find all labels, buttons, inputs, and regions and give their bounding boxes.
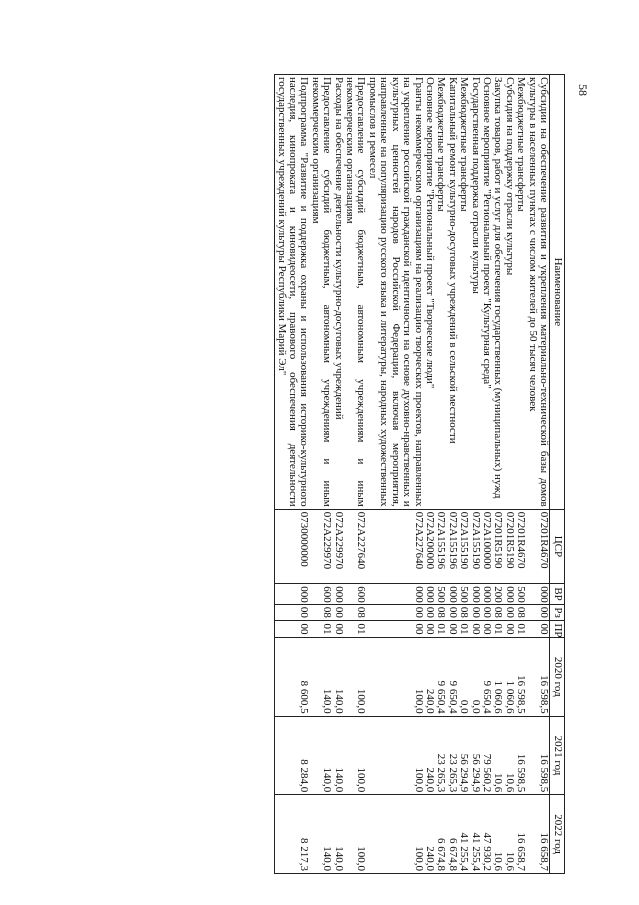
- cell-pr: 00: [481, 621, 492, 638]
- cell-2021: 16 598,5: [526, 716, 549, 795]
- cell-2021: 100,0: [344, 716, 367, 795]
- cell-rz: 08: [309, 604, 332, 621]
- cell-vr: 000: [526, 584, 549, 605]
- cell-vr: 500: [458, 584, 469, 605]
- header-pr: ПР: [550, 621, 565, 638]
- cell-pr: 00: [446, 621, 457, 638]
- cell-pr: 01: [458, 621, 469, 638]
- cell-name: Межбюджетные трансферты: [435, 75, 446, 510]
- header-rz: Рз: [550, 604, 565, 621]
- cell-rz: 00: [275, 604, 310, 621]
- cell-vr: 000: [424, 584, 435, 605]
- cell-pr: 01: [492, 621, 503, 638]
- cell-2021: 140,0: [332, 716, 343, 795]
- cell-pr: 00: [332, 621, 343, 638]
- table-row: [515, 75, 526, 874]
- cell-pr: 01: [515, 621, 526, 638]
- cell-2022: 10,6: [492, 795, 503, 874]
- cell-2020: 16 598,5: [515, 637, 526, 716]
- cell-2022: 6 674,8: [435, 795, 446, 874]
- cell-pr: 01: [344, 621, 367, 638]
- cell-name: Подпрограмма "Развитие и поддержка охраны и использования историко-культурного наследия, кинопроката и киновидеосети, правового обеспечения деятельности государственных учреждений культуры Республики Марий Эл": [275, 75, 310, 510]
- cell-2020: 9 650,4: [481, 637, 492, 716]
- cell-2022: 10,6: [503, 795, 514, 874]
- cell-2020: 100,0: [344, 637, 367, 716]
- cell-2021: 23 265,3: [446, 716, 457, 795]
- table-row: [367, 75, 424, 874]
- cell-vr: 000: [446, 584, 457, 605]
- table-row: [275, 75, 310, 874]
- cell-name: Предоставление субсидий бюджетным, автономным учреждениям и иным некоммерческим организациям: [309, 75, 332, 510]
- cell-name: Межбюджетные трансферты: [458, 75, 469, 510]
- table-row: [309, 75, 332, 874]
- cell-rz: 00: [503, 604, 514, 621]
- cell-2022: 140,0: [309, 795, 332, 874]
- cell-2021: 100,0: [367, 716, 424, 795]
- cell-vr: 600: [309, 584, 332, 605]
- cell-rz: 08: [515, 604, 526, 621]
- cell-csr: 072A155190: [458, 509, 469, 584]
- cell-2020: 0,0: [458, 637, 469, 716]
- cell-rz: 00: [367, 604, 424, 621]
- cell-2021: 10,6: [503, 716, 514, 795]
- cell-vr: 500: [435, 584, 446, 605]
- cell-rz: 00: [332, 604, 343, 621]
- cell-2022: 16 658,7: [526, 795, 549, 874]
- cell-2020: 240,0: [424, 637, 435, 716]
- cell-2021: 16 598,5: [515, 716, 526, 795]
- cell-2021: 8 284,0: [275, 716, 310, 795]
- table-header-row: [550, 75, 565, 874]
- cell-2020: 9 650,4: [446, 637, 457, 716]
- cell-2022: 100,0: [344, 795, 367, 874]
- cell-pr: 00: [503, 621, 514, 638]
- cell-rz: 00: [481, 604, 492, 621]
- header-2021: 2021 год: [550, 716, 565, 795]
- cell-name: Межбюджетные трансферты: [515, 75, 526, 510]
- cell-vr: 000: [367, 584, 424, 605]
- cell-2022: 240,0: [424, 795, 435, 874]
- cell-2020: 0,0: [469, 637, 480, 716]
- cell-csr: 072A100000: [481, 509, 492, 584]
- cell-csr: 072A227640: [367, 509, 424, 584]
- cell-2021: 79 560,2: [481, 716, 492, 795]
- cell-2020: 100,0: [367, 637, 424, 716]
- table-row: [435, 75, 446, 874]
- cell-name: Основное мероприятие "Региональный проект "Творческие люди": [424, 75, 435, 510]
- cell-2020: 8 600,5: [275, 637, 310, 716]
- cell-2022: 140,0: [332, 795, 343, 874]
- cell-2021: 56 294,9: [458, 716, 469, 795]
- cell-csr: 072A155190: [469, 509, 480, 584]
- cell-rz: 00: [526, 604, 549, 621]
- cell-pr: 00: [526, 621, 549, 638]
- budget-table: [274, 74, 565, 874]
- cell-2020: 140,0: [309, 637, 332, 716]
- cell-name: Основное мероприятие "Региональный проект "Культурная среда": [481, 75, 492, 510]
- cell-2021: 56 294,9: [469, 716, 480, 795]
- cell-2022: 100,0: [367, 795, 424, 874]
- table-row: [344, 75, 367, 874]
- cell-vr: 500: [515, 584, 526, 605]
- cell-csr: 072A229970: [309, 509, 332, 584]
- cell-vr: 000: [332, 584, 343, 605]
- cell-2020: 140,0: [332, 637, 343, 716]
- cell-rz: 00: [446, 604, 457, 621]
- cell-2021: 140,0: [309, 716, 332, 795]
- cell-vr: 200: [492, 584, 503, 605]
- cell-vr: 000: [469, 584, 480, 605]
- cell-vr: 000: [275, 584, 310, 605]
- table-row: [469, 75, 480, 874]
- cell-rz: 08: [458, 604, 469, 621]
- header-2022: 2022 год: [550, 795, 565, 874]
- cell-csr: 072A200000: [424, 509, 435, 584]
- cell-csr: 072A155196: [446, 509, 457, 584]
- cell-name: Расходы на обеспечение деятельности культурно-досуговых учреждений: [332, 75, 343, 510]
- cell-2022: 6 674,8: [446, 795, 457, 874]
- table-row: [446, 75, 457, 874]
- cell-csr: 0730000000: [275, 509, 310, 584]
- cell-2020: 16 598,5: [526, 637, 549, 716]
- cell-2021: 10,6: [492, 716, 503, 795]
- cell-2021: 240,0: [424, 716, 435, 795]
- table-row: [424, 75, 435, 874]
- cell-csr: 07201R4670: [515, 509, 526, 584]
- page-number: 58: [576, 84, 590, 96]
- cell-name: Субсидия на поддержку отрасли культуры: [503, 75, 514, 510]
- cell-csr: 07201R5190: [492, 509, 503, 584]
- table-row: [458, 75, 469, 874]
- cell-pr: 00: [424, 621, 435, 638]
- cell-rz: 08: [435, 604, 446, 621]
- cell-vr: 000: [481, 584, 492, 605]
- cell-2022: 47 930,2: [481, 795, 492, 874]
- header-vr: ВР: [550, 584, 565, 605]
- cell-pr: 00: [367, 621, 424, 638]
- cell-2020: 1 060,6: [492, 637, 503, 716]
- cell-pr: 01: [309, 621, 332, 638]
- cell-csr: 07201R4670: [526, 509, 549, 584]
- cell-name: Предоставление субсидий бюджетным, автономным учреждениям и иным некоммерческим организациям: [344, 75, 367, 510]
- cell-rz: 00: [469, 604, 480, 621]
- cell-2021: 23 265,3: [435, 716, 446, 795]
- cell-name: Капитальный ремонт культурно-досуговых учреждений в сельской местности: [446, 75, 457, 510]
- header-name: Наименование: [550, 75, 565, 510]
- header-csr: ЦСР: [550, 509, 565, 584]
- cell-name: Субсидии на обеспечение развития и укрепления материально-технической базы домов культуры в населенных пунктах с числом жителей до 50 тысяч человек: [526, 75, 549, 510]
- cell-2022: 8 217,3: [275, 795, 310, 874]
- cell-2020: 9 650,4: [435, 637, 446, 716]
- table-row: [526, 75, 549, 874]
- table-row: [503, 75, 514, 874]
- table-row: [492, 75, 503, 874]
- cell-rz: 08: [344, 604, 367, 621]
- cell-pr: 00: [275, 621, 310, 638]
- table-row: [481, 75, 492, 874]
- budget-table-sheet: [65, 74, 565, 874]
- cell-2022: 41 255,4: [458, 795, 469, 874]
- cell-2022: 16 658,7: [515, 795, 526, 874]
- cell-vr: 000: [503, 584, 514, 605]
- cell-csr: 072A229970: [332, 509, 343, 584]
- cell-csr: 072A155196: [435, 509, 446, 584]
- cell-csr: 07201R5190: [503, 509, 514, 584]
- cell-name: Закупка товаров, работ и услуг для обеспечения государственных (муниципальных) нужд: [492, 75, 503, 510]
- cell-rz: 00: [424, 604, 435, 621]
- cell-2020: 1 060,6: [503, 637, 514, 716]
- cell-rz: 08: [492, 604, 503, 621]
- cell-name: Государственная поддержка отрасли культуры: [469, 75, 480, 510]
- cell-pr: 01: [435, 621, 446, 638]
- cell-vr: 600: [344, 584, 367, 605]
- cell-name: Гранты некоммерческим организациям на реализацию творческих проектов, направленных на укрепление российской гражданской идентичности на основе духовно-нравственных и культурных ценностей народов Российской Федерации, включая мероприятия, направленные на популяризацию русского языка и литературы, народных художественных промыслов и ремесел: [367, 75, 424, 510]
- table-row: [332, 75, 343, 874]
- cell-2022: 41 255,4: [469, 795, 480, 874]
- cell-pr: 00: [469, 621, 480, 638]
- cell-csr: 072A227640: [344, 509, 367, 584]
- header-2020: 2020 год: [550, 637, 565, 716]
